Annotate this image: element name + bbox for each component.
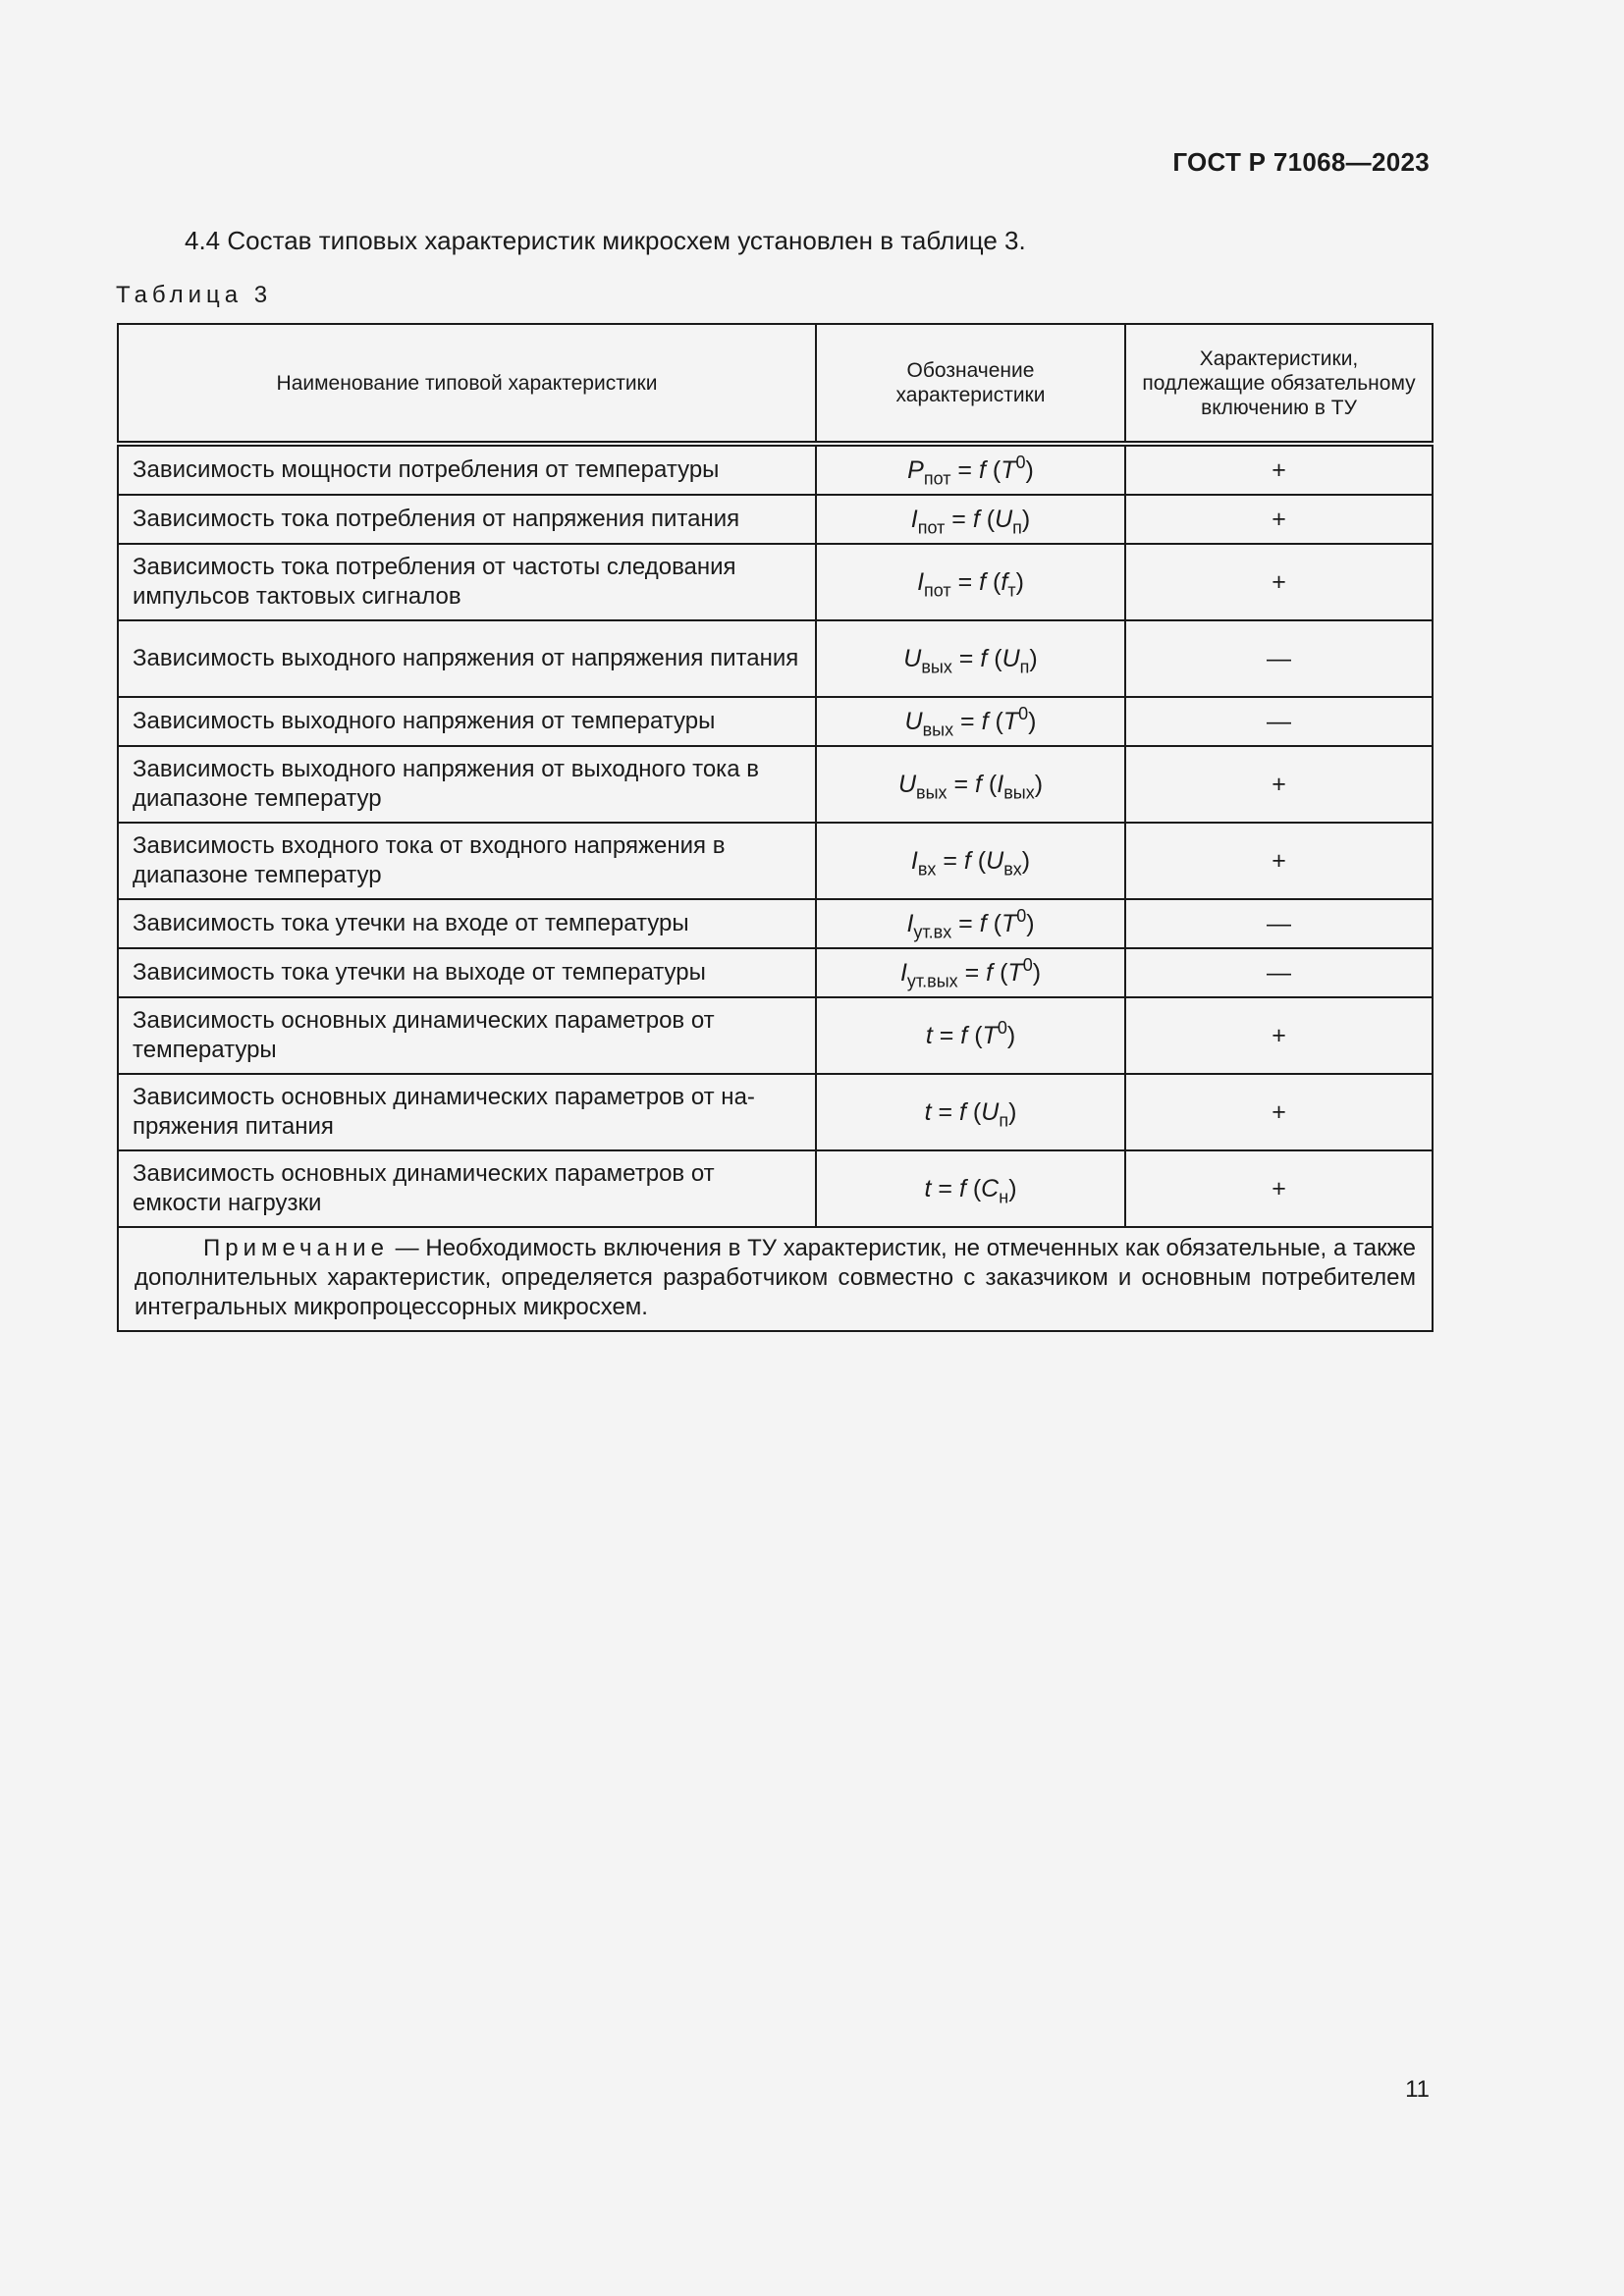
characteristic-formula: $U_{вых} = f$ $(I_{вых})$ xyxy=(816,746,1125,823)
required-mark: — xyxy=(1125,697,1433,746)
column-header-name: Наименование типовой характеристики xyxy=(118,324,816,444)
characteristic-name: Зависимость тока утечки на выходе от температуры xyxy=(118,948,816,997)
formula-argument: U xyxy=(1001,645,1020,672)
formula-argument-subscript: вых xyxy=(1003,782,1035,803)
required-mark: + xyxy=(1125,495,1433,544)
formula-argument-superscript: 0 xyxy=(1015,453,1026,473)
required-mark: + xyxy=(1125,1074,1433,1150)
required-mark: + xyxy=(1125,823,1433,899)
table-row xyxy=(118,823,1433,899)
required-mark: + xyxy=(1125,1150,1433,1227)
table-row xyxy=(118,899,1433,948)
note-label: Примечание xyxy=(203,1235,389,1261)
formula-argument-subscript: п xyxy=(999,1110,1009,1131)
formula-argument: I xyxy=(997,771,1004,798)
formula-variable-subscript: пот xyxy=(924,580,951,601)
characteristic-formula: $I_{пот} = f$ $(U_п)$ xyxy=(816,495,1125,544)
characteristic-formula: $U_{вых} = f$ $(T^0)$ xyxy=(816,697,1125,746)
table-row xyxy=(118,697,1433,746)
characteristic-formula: t = f $(C_н)$ xyxy=(816,1150,1125,1227)
table-body xyxy=(118,444,1433,1227)
column-header-designation: Обозначение характеристики xyxy=(816,324,1125,444)
table-row xyxy=(118,1150,1433,1227)
formula-variable-subscript: ут.вых xyxy=(906,971,958,991)
formula-variable-subscript: вых xyxy=(916,782,947,803)
formula-argument-subscript: вх xyxy=(1003,859,1022,880)
formula-argument: T xyxy=(1002,708,1019,735)
formula-variable-subscript: ут.вх xyxy=(913,922,952,942)
page-number: 11 xyxy=(1405,2076,1430,2103)
formula-argument: U xyxy=(995,506,1013,533)
formula-argument: T xyxy=(1001,456,1016,484)
formula-argument-superscript: 0 xyxy=(1018,704,1029,724)
formula-variable: I xyxy=(910,506,918,533)
formula-variable: t xyxy=(925,1022,933,1049)
formula-variable-subscript: вых xyxy=(921,657,952,677)
characteristic-name: Зависимость мощности потребления от температуры xyxy=(118,444,816,495)
table-note-row xyxy=(118,1227,1433,1331)
characteristic-formula: t = f $(T^0)$ xyxy=(816,997,1125,1074)
formula-argument-subscript: п xyxy=(1012,517,1022,538)
table-row xyxy=(118,1074,1433,1150)
table-row xyxy=(118,444,1433,495)
formula-argument: U xyxy=(981,1098,1000,1126)
characteristic-formula: $I_{ут.вых} = f$ $(T^0)$ xyxy=(816,948,1125,997)
required-mark: — xyxy=(1125,948,1433,997)
table-header-row xyxy=(118,324,1433,444)
formula-argument-subscript: п xyxy=(1019,657,1030,677)
formula-variable-subscript: вх xyxy=(917,859,937,880)
formula-argument: T xyxy=(982,1022,998,1049)
formula-argument: f xyxy=(1001,568,1008,596)
standard-designation: ГОСТ Р 71068—2023 xyxy=(1172,147,1430,177)
formula-variable: t xyxy=(924,1098,932,1126)
table-note xyxy=(118,1227,1433,1331)
characteristic-name: Зависимость выходного напряжения от напряжения питания xyxy=(118,620,816,697)
characteristic-formula: $U_{вых} = f$ $(U_п)$ xyxy=(816,620,1125,697)
characteristic-formula: t = f $(U_п)$ xyxy=(816,1074,1125,1150)
required-mark: + xyxy=(1125,746,1433,823)
table-row xyxy=(118,544,1433,620)
characteristic-name: Зависимость основных динамических параметров от емкости нагрузки xyxy=(118,1150,816,1227)
note-text: — Необходимость включения в ТУ характеристик, не отмеченных как обязательные, а также дополнительных характеристик, определяется разработчиком совместно с заказчиком и основным потребителем интегральных микропроцессорных микросхем. xyxy=(135,1235,1416,1320)
formula-variable: U xyxy=(904,708,923,735)
formula-variable: P xyxy=(907,456,924,484)
formula-variable: I xyxy=(906,910,914,937)
column-header-required: Характеристики, подлежащие обязательному включению в ТУ xyxy=(1125,324,1433,444)
formula-variable: I xyxy=(917,568,925,596)
characteristic-name: Зависимость тока утечки на входе от температуры xyxy=(118,899,816,948)
characteristic-formula: $I_{вх} = f$ $(U_{вх})$ xyxy=(816,823,1125,899)
formula-argument-superscript: 0 xyxy=(1022,955,1033,976)
table-row xyxy=(118,495,1433,544)
formula-argument: T xyxy=(1001,910,1017,937)
table-row xyxy=(118,997,1433,1074)
formula-argument-subscript: н xyxy=(999,1187,1009,1207)
characteristic-name: Зависимость тока потребления от частоты следования импульсов тактовых сигналов xyxy=(118,544,816,620)
characteristic-formula: $P_{пот} = f$ $(T^0)$ xyxy=(816,444,1125,495)
formula-variable-subscript: вых xyxy=(922,720,954,740)
table-row xyxy=(118,746,1433,823)
required-mark: + xyxy=(1125,997,1433,1074)
formula-variable: I xyxy=(910,847,918,875)
formula-argument-superscript: 0 xyxy=(1016,906,1027,927)
characteristic-name: Зависимость основных динамических параметров от температуры xyxy=(118,997,816,1074)
characteristic-name: Зависимость основных динамических параметров от на-пряжения питания xyxy=(118,1074,816,1150)
characteristic-formula: $I_{пот} = f$ $(f_т)$ xyxy=(816,544,1125,620)
table-row xyxy=(118,948,1433,997)
characteristic-name: Зависимость выходного напряжения от выходного тока в диапазоне температур xyxy=(118,746,816,823)
characteristic-name: Зависимость входного тока от входного напряжения в диапазоне температур xyxy=(118,823,816,899)
required-mark: + xyxy=(1125,444,1433,495)
characteristics-table xyxy=(117,323,1434,1332)
formula-argument: T xyxy=(1007,959,1023,987)
formula-variable-subscript: пот xyxy=(923,468,951,489)
formula-variable: I xyxy=(899,959,907,987)
formula-argument: U xyxy=(986,847,1004,875)
required-mark: — xyxy=(1125,620,1433,697)
formula-argument: C xyxy=(981,1175,1000,1202)
formula-variable: U xyxy=(903,645,922,672)
table-row xyxy=(118,620,1433,697)
formula-variable: U xyxy=(897,771,917,798)
formula-variable-subscript: пот xyxy=(917,517,946,538)
characteristic-name: Зависимость выходного напряжения от температуры xyxy=(118,697,816,746)
formula-argument-subscript: т xyxy=(1007,580,1016,601)
characteristic-formula: $I_{ут.вх} = f$ $(T^0)$ xyxy=(816,899,1125,948)
characteristic-name: Зависимость тока потребления от напряжения питания xyxy=(118,495,816,544)
table-caption: Таблица 3 xyxy=(116,282,273,308)
required-mark: — xyxy=(1125,899,1433,948)
required-mark: + xyxy=(1125,544,1433,620)
formula-argument-superscript: 0 xyxy=(997,1018,1007,1039)
formula-variable: t xyxy=(924,1175,932,1202)
section-4-4-text: 4.4 Состав типовых характеристик микросхем установлен в таблице 3. xyxy=(185,226,1026,255)
